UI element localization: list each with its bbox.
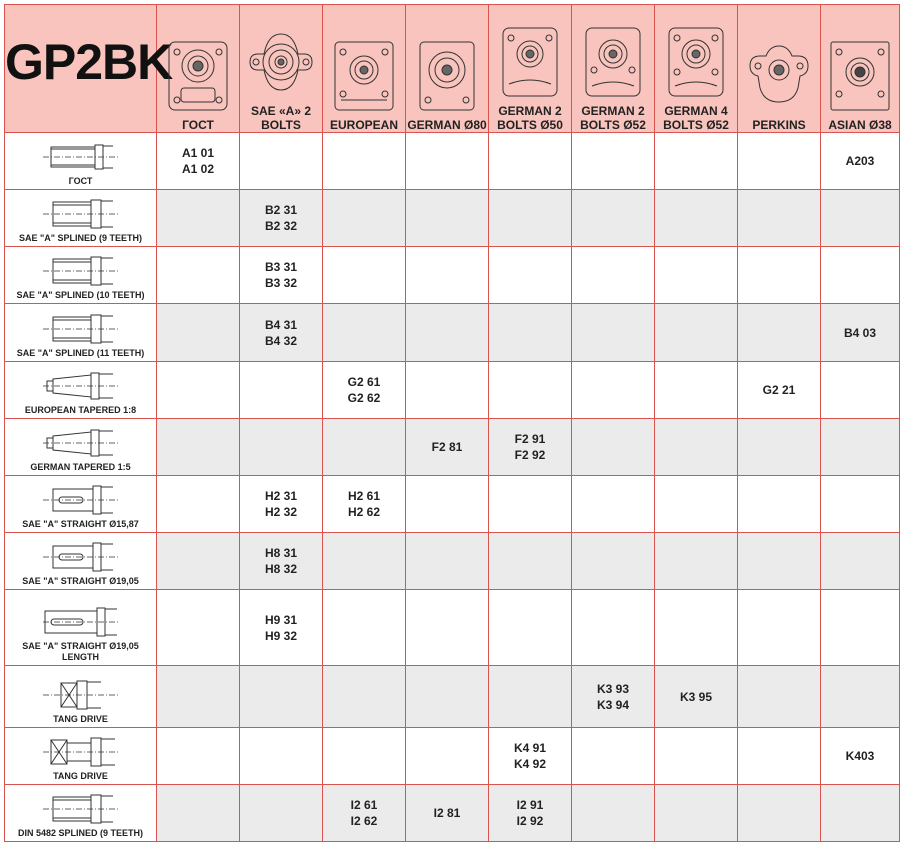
table-row (5, 666, 900, 727)
code-cell (821, 784, 900, 841)
table-row (5, 784, 900, 841)
column-header-label: ГОСТ (182, 118, 214, 132)
code-cell[interactable] (572, 666, 655, 727)
asian-38-flange-icon (825, 38, 895, 114)
column-header-label: EUROPEAN (329, 118, 398, 132)
code-cell (655, 475, 738, 532)
code-cell[interactable] (240, 590, 323, 666)
shaft-type-label: SAE "A" STRAIGHT Ø19,05 LENGTH (22, 641, 139, 663)
shaft-type-label: GERMAN TAPERED 1:5 (30, 461, 131, 472)
code-cell (489, 361, 572, 418)
splined-shaft-icon (41, 197, 121, 231)
code-cell (489, 304, 572, 361)
code-cell[interactable] (489, 784, 572, 841)
tapered-shaft-icon (41, 369, 121, 403)
table-row (5, 418, 900, 475)
code-cell[interactable] (821, 304, 900, 361)
product-code: I2 91 (516, 797, 544, 812)
code-cell (572, 304, 655, 361)
product-code: G2 21 (762, 382, 796, 397)
product-code: K403 (845, 748, 875, 763)
column-header-label: PERKINS (752, 118, 806, 132)
code-cell[interactable] (406, 418, 489, 475)
product-code: H2 32 (264, 505, 298, 520)
splined-shaft-icon (41, 312, 121, 346)
code-cell[interactable] (406, 784, 489, 841)
shaft-type-cell (5, 361, 157, 418)
code-cell (572, 361, 655, 418)
code-cell (323, 133, 406, 190)
code-cell (572, 247, 655, 304)
compatibility-table (4, 4, 900, 842)
product-code: F2 91 (514, 431, 546, 446)
code-cell (323, 190, 406, 247)
product-code: B4 32 (264, 333, 298, 348)
code-cell[interactable] (157, 133, 240, 190)
code-cell (157, 361, 240, 418)
code-cell (738, 418, 821, 475)
column-header (821, 5, 900, 133)
code-cell (323, 533, 406, 590)
code-cell (738, 133, 821, 190)
code-cell (655, 784, 738, 841)
product-code: B3 31 (264, 260, 298, 275)
keyed-shaft-icon (41, 483, 121, 517)
code-cell (489, 247, 572, 304)
product-code: B2 31 (264, 203, 298, 218)
shaft-type-label: SAE "A" SPLINED (11 TEETH) (16, 347, 145, 358)
code-cell (489, 590, 572, 666)
shaft-type-cell (5, 666, 157, 727)
product-code: B4 31 (264, 317, 298, 332)
code-cell (655, 247, 738, 304)
perkins-flange-icon (744, 38, 814, 114)
code-cell (821, 418, 900, 475)
product-code: F2 81 (431, 439, 463, 454)
code-cell[interactable] (323, 784, 406, 841)
code-cell (655, 590, 738, 666)
product-code: A203 (845, 154, 875, 169)
product-code: B2 32 (264, 219, 298, 234)
column-header (489, 5, 572, 133)
product-code: H8 32 (264, 562, 298, 577)
table-row (5, 590, 900, 666)
code-cell (323, 247, 406, 304)
shaft-type-label: SAE "A" SPLINED (9 TEETH) (18, 233, 143, 244)
shaft-type-label: TANG DRIVE (53, 770, 108, 781)
product-code: F2 92 (514, 447, 546, 462)
code-cell (240, 727, 323, 784)
code-cell (821, 361, 900, 418)
code-cell (738, 475, 821, 532)
brand-title: GP2BK (5, 34, 173, 90)
column-header-label: SAE «A» 2 BOLTS (250, 104, 312, 132)
code-cell (738, 533, 821, 590)
shaft-type-cell (5, 727, 157, 784)
shaft-type-label: SAE "A" SPLINED (10 TEETH) (16, 290, 145, 301)
code-cell[interactable] (240, 475, 323, 532)
code-cell (572, 784, 655, 841)
table-row (5, 475, 900, 532)
code-cell (240, 133, 323, 190)
code-cell (489, 475, 572, 532)
code-cell[interactable] (489, 418, 572, 475)
table-row (5, 247, 900, 304)
code-cell (323, 304, 406, 361)
code-cell (738, 784, 821, 841)
keyed-shaft-icon (41, 540, 121, 574)
sae-a-flange-icon (246, 24, 316, 100)
code-cell (572, 475, 655, 532)
product-code: K4 91 (513, 740, 547, 755)
code-cell (157, 590, 240, 666)
table-row (5, 533, 900, 590)
product-code: K3 94 (596, 697, 630, 712)
code-cell (157, 247, 240, 304)
shaft-type-cell (5, 133, 157, 190)
code-cell (655, 727, 738, 784)
product-code: G2 61 (347, 374, 381, 389)
code-cell (738, 190, 821, 247)
shaft-type-cell (5, 590, 157, 666)
code-cell (821, 247, 900, 304)
code-cell (406, 133, 489, 190)
code-cell[interactable] (240, 533, 323, 590)
shaft-type-cell (5, 247, 157, 304)
code-cell[interactable] (738, 361, 821, 418)
product-code: I2 61 (350, 797, 378, 812)
shaft-type-label: TANG DRIVE (53, 713, 108, 724)
table-row (5, 361, 900, 418)
product-code: H2 31 (264, 489, 298, 504)
code-cell[interactable] (240, 304, 323, 361)
shaft-type-label: EUROPEAN TAPERED 1:8 (24, 404, 137, 415)
european-flange-icon (329, 38, 399, 114)
code-cell (489, 133, 572, 190)
code-cell[interactable] (489, 727, 572, 784)
product-code: I2 92 (516, 813, 544, 828)
din-splined-shaft-icon (41, 792, 121, 826)
code-cell (240, 418, 323, 475)
code-cell (738, 304, 821, 361)
shaft-type-label: SAE "A" STRAIGHT Ø19,05 (22, 576, 139, 587)
tang-drive-icon (41, 678, 121, 712)
code-cell (572, 190, 655, 247)
code-cell (240, 666, 323, 727)
code-cell (489, 666, 572, 727)
code-cell (572, 533, 655, 590)
code-cell (821, 190, 900, 247)
code-cell (655, 304, 738, 361)
product-code: H2 61 (347, 489, 381, 504)
tang-drive-long-icon (41, 735, 121, 769)
code-cell (655, 133, 738, 190)
column-header (157, 5, 240, 133)
shaft-type-cell (5, 190, 157, 247)
column-header-label: GERMAN 4 BOLTS Ø52 (663, 104, 729, 132)
code-cell (406, 475, 489, 532)
product-code: A1 02 (181, 162, 215, 177)
table-row (5, 133, 900, 190)
product-code: H9 31 (264, 612, 298, 627)
shaft-type-cell (5, 475, 157, 532)
code-cell (323, 666, 406, 727)
tapered-shaft-icon (41, 426, 121, 460)
brand-cell (5, 5, 173, 133)
code-cell (821, 666, 900, 727)
code-cell (323, 418, 406, 475)
column-header (738, 5, 821, 133)
product-code: K3 93 (596, 681, 630, 696)
code-cell (821, 475, 900, 532)
long-keyed-shaft-icon (41, 605, 121, 639)
compatibility-table-wrapper (4, 4, 899, 842)
code-cell (323, 727, 406, 784)
splined-shaft-icon (41, 254, 121, 288)
code-cell (157, 784, 240, 841)
code-cell (655, 361, 738, 418)
product-code: A1 01 (181, 146, 215, 161)
column-header-label: GERMAN 2 BOLTS Ø52 (580, 104, 646, 132)
code-cell (406, 190, 489, 247)
code-cell (406, 666, 489, 727)
product-code: H2 62 (347, 505, 381, 520)
code-cell (157, 727, 240, 784)
code-cell (240, 361, 323, 418)
shaft-type-label: ГОСТ (68, 176, 93, 187)
code-cell (323, 590, 406, 666)
code-cell (572, 133, 655, 190)
code-cell[interactable] (821, 727, 900, 784)
code-cell (489, 533, 572, 590)
shaft-type-cell (5, 418, 157, 475)
gost-shaft-icon (41, 140, 121, 174)
code-cell (157, 666, 240, 727)
german-80-flange-icon (412, 38, 482, 114)
code-cell (738, 590, 821, 666)
product-code: H9 32 (264, 628, 298, 643)
shaft-type-label: SAE "A" STRAIGHT Ø15,87 (22, 519, 139, 530)
code-cell (738, 247, 821, 304)
product-code: K3 95 (679, 689, 713, 704)
code-cell[interactable] (240, 190, 323, 247)
product-code: K4 92 (513, 756, 547, 771)
shaft-type-cell (5, 533, 157, 590)
shaft-type-label: DIN 5482 SPLINED (9 TEETH) (17, 828, 144, 838)
code-cell[interactable] (240, 247, 323, 304)
column-header (240, 5, 323, 133)
code-cell (157, 190, 240, 247)
column-header-label: GERMAN Ø80 (407, 118, 487, 132)
code-cell (406, 361, 489, 418)
product-code: H8 31 (264, 546, 298, 561)
column-header (572, 5, 655, 133)
german-4bolts-52-flange-icon (661, 24, 731, 100)
code-cell (406, 304, 489, 361)
code-cell (821, 533, 900, 590)
code-cell (157, 533, 240, 590)
product-code: I2 62 (350, 813, 378, 828)
code-cell[interactable] (655, 666, 738, 727)
code-cell (655, 533, 738, 590)
column-header (323, 5, 406, 133)
code-cell (572, 590, 655, 666)
header-row (5, 5, 900, 133)
code-cell (240, 784, 323, 841)
code-cell (406, 533, 489, 590)
code-cell (489, 190, 572, 247)
code-cell[interactable] (323, 361, 406, 418)
german-2bolts-52-flange-icon (578, 24, 648, 100)
code-cell (406, 247, 489, 304)
code-cell (157, 475, 240, 532)
gost-flange-icon (163, 38, 233, 114)
column-header-label: GERMAN 2 BOLTS Ø50 (497, 104, 563, 132)
code-cell (157, 418, 240, 475)
column-header (655, 5, 738, 133)
code-cell (738, 727, 821, 784)
table-row (5, 304, 900, 361)
column-header-label: ASIAN Ø38 (828, 118, 892, 132)
code-cell (821, 590, 900, 666)
code-cell[interactable] (323, 475, 406, 532)
product-code: G2 62 (347, 390, 381, 405)
product-code: I2 81 (433, 805, 461, 820)
column-header (406, 5, 489, 133)
code-cell (572, 418, 655, 475)
table-row (5, 727, 900, 784)
shaft-type-cell (5, 304, 157, 361)
table-body (5, 133, 900, 842)
code-cell (738, 666, 821, 727)
code-cell (655, 418, 738, 475)
german-2bolts-50-flange-icon (495, 24, 565, 100)
code-cell[interactable] (821, 133, 900, 190)
code-cell (157, 304, 240, 361)
code-cell (655, 190, 738, 247)
code-cell (406, 727, 489, 784)
shaft-type-cell (5, 784, 157, 841)
product-code: B3 32 (264, 276, 298, 291)
table-row (5, 190, 900, 247)
code-cell (406, 590, 489, 666)
product-code: B4 03 (843, 325, 877, 340)
code-cell (572, 727, 655, 784)
